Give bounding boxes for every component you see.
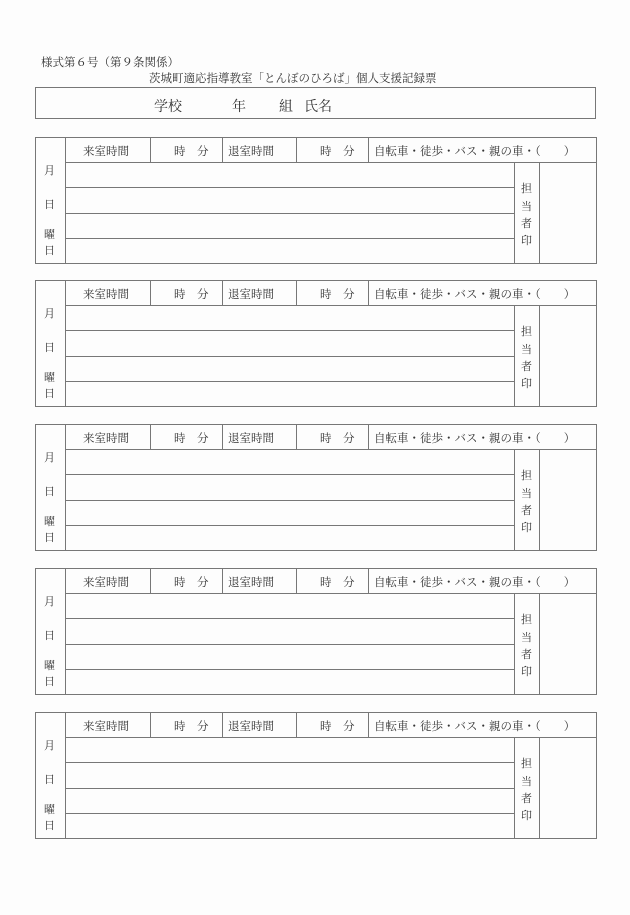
transport-options[interactable]: 自転車・徒歩・バス・親の車・（ ） bbox=[374, 287, 576, 301]
year-label: 年 bbox=[232, 99, 246, 115]
school-label: 学校 bbox=[154, 99, 182, 115]
arrival-time-label: 来室時間 bbox=[83, 431, 129, 445]
class-label: 組 bbox=[279, 99, 293, 115]
day-label: 日 bbox=[44, 773, 55, 786]
stamp-label-4: 印 bbox=[521, 377, 532, 390]
stamp-label-1: 担 bbox=[521, 325, 532, 338]
stamp-label-2: 当 bbox=[521, 487, 532, 500]
arrival-hour-minute[interactable]: 時 分 bbox=[174, 431, 209, 445]
month-label: 月 bbox=[44, 451, 55, 464]
weekday-label-2: 日 bbox=[44, 531, 55, 544]
day-label: 日 bbox=[44, 629, 55, 642]
stamp-label-2: 当 bbox=[521, 775, 532, 788]
stamp-label-4: 印 bbox=[521, 521, 532, 534]
day-label: 日 bbox=[44, 341, 55, 354]
weekday-label: 曜 bbox=[44, 371, 55, 384]
stamp-label-3: 者 bbox=[521, 360, 532, 373]
arrival-hour-minute[interactable]: 時 分 bbox=[174, 719, 209, 733]
transport-options[interactable]: 自転車・徒歩・バス・親の車・（ ） bbox=[374, 575, 576, 589]
stamp-label-3: 者 bbox=[521, 217, 532, 230]
arrival-time-label: 来室時間 bbox=[83, 144, 129, 158]
month-label: 月 bbox=[44, 595, 55, 608]
weekday-label-2: 日 bbox=[44, 675, 55, 688]
month-label: 月 bbox=[44, 307, 55, 320]
departure-time-label: 退室時間 bbox=[228, 575, 274, 589]
stamp-label-1: 担 bbox=[521, 757, 532, 770]
stamp-label-1: 担 bbox=[521, 613, 532, 626]
record-block-4 bbox=[35, 568, 597, 695]
weekday-label-2: 日 bbox=[44, 387, 55, 400]
weekday-label-2: 日 bbox=[44, 819, 55, 832]
arrival-hour-minute[interactable]: 時 分 bbox=[174, 144, 209, 158]
day-label: 日 bbox=[44, 485, 55, 498]
record-block-5 bbox=[35, 712, 597, 839]
stamp-label-1: 担 bbox=[521, 469, 532, 482]
month-label: 月 bbox=[44, 739, 55, 752]
arrival-hour-minute[interactable]: 時 分 bbox=[174, 287, 209, 301]
stamp-label-4: 印 bbox=[521, 234, 532, 247]
weekday-label: 曜 bbox=[44, 803, 55, 816]
stamp-label-2: 当 bbox=[521, 343, 532, 356]
arrival-time-label: 来室時間 bbox=[83, 287, 129, 301]
departure-time-label: 退室時間 bbox=[228, 431, 274, 445]
stamp-label-3: 者 bbox=[521, 648, 532, 661]
form-number: 様式第６号（第９条関係） bbox=[41, 55, 179, 69]
stamp-label-3: 者 bbox=[521, 504, 532, 517]
stamp-label-1: 担 bbox=[521, 182, 532, 195]
record-block-1 bbox=[35, 137, 597, 264]
departure-time-label: 退室時間 bbox=[228, 144, 274, 158]
name-label: 氏名 bbox=[304, 99, 332, 115]
departure-time-label: 退室時間 bbox=[228, 719, 274, 733]
departure-hour-minute[interactable]: 時 分 bbox=[320, 575, 355, 589]
departure-time-label: 退室時間 bbox=[228, 287, 274, 301]
stamp-label-3: 者 bbox=[521, 792, 532, 805]
departure-hour-minute[interactable]: 時 分 bbox=[320, 719, 355, 733]
arrival-time-label: 来室時間 bbox=[83, 575, 129, 589]
stamp-label-4: 印 bbox=[521, 809, 532, 822]
month-label: 月 bbox=[44, 164, 55, 177]
form-title: 茨城町適応指導教室「とんぼのひろば」個人支援記録票 bbox=[149, 71, 437, 85]
departure-hour-minute[interactable]: 時 分 bbox=[320, 431, 355, 445]
weekday-label: 曜 bbox=[44, 659, 55, 672]
stamp-label-4: 印 bbox=[521, 665, 532, 678]
record-block-3 bbox=[35, 424, 597, 551]
arrival-time-label: 来室時間 bbox=[83, 719, 129, 733]
transport-options[interactable]: 自転車・徒歩・バス・親の車・（ ） bbox=[374, 144, 576, 158]
student-name-box bbox=[35, 87, 596, 119]
departure-hour-minute[interactable]: 時 分 bbox=[320, 287, 355, 301]
weekday-label: 曜 bbox=[44, 515, 55, 528]
weekday-label-2: 日 bbox=[44, 244, 55, 257]
weekday-label: 曜 bbox=[44, 228, 55, 241]
arrival-hour-minute[interactable]: 時 分 bbox=[174, 575, 209, 589]
transport-options[interactable]: 自転車・徒歩・バス・親の車・（ ） bbox=[374, 431, 576, 445]
stamp-label-2: 当 bbox=[521, 200, 532, 213]
day-label: 日 bbox=[44, 198, 55, 211]
transport-options[interactable]: 自転車・徒歩・バス・親の車・（ ） bbox=[374, 719, 576, 733]
departure-hour-minute[interactable]: 時 分 bbox=[320, 144, 355, 158]
record-block-2 bbox=[35, 280, 597, 407]
stamp-label-2: 当 bbox=[521, 631, 532, 644]
